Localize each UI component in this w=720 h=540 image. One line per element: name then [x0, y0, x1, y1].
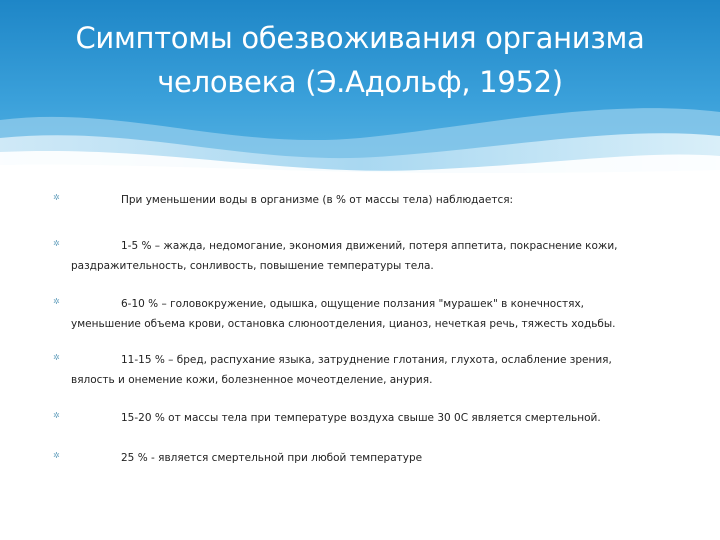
star-bullet-icon: ✲	[53, 239, 60, 248]
bullet-text-line: 11-15 % – бред, распухание языка, затруднение глотания, глухота, ослабление зрения,	[121, 354, 612, 366]
bullet-text-line: 1-5 % – жажда, недомогание, экономия движений, потеря аппетита, покраснение кожи,	[121, 240, 618, 252]
slide-title-line-1: Симптомы обезвоживания организма	[75, 21, 645, 55]
star-bullet-icon: ✲	[53, 297, 60, 306]
bullet-text-line: уменьшение объема крови, остановка слюноотделения, цианоз, нечеткая речь, тяжесть ходьбы.	[71, 318, 616, 330]
slide-content	[0, 190, 720, 530]
bullet-text-line: раздражительность, сонливость, повышение температуры тела.	[71, 260, 434, 272]
star-bullet-icon: ✲	[53, 451, 60, 460]
bullet-text-line: вялость и онемение кожи, болезненное мочеотделение, анурия.	[71, 374, 433, 386]
star-bullet-icon: ✲	[53, 411, 60, 420]
star-bullet-icon: ✲	[53, 193, 60, 202]
bullet-text-intro	[71, 190, 691, 210]
slide-title-line-2: человека (Э.Адольф, 1952)	[157, 65, 563, 99]
star-bullet-icon: ✲	[53, 353, 60, 362]
bullet-text-line: При уменьшении воды в организме (в % от массы тела) наблюдается:	[121, 194, 514, 206]
bullet-text-25-percent	[71, 448, 691, 468]
bullet-text-15-20-percent	[71, 408, 691, 428]
bullet-text-line: 6-10 % – головокружение, одышка, ощущение ползания "мурашек" в конечностях,	[121, 298, 584, 310]
slide-header	[0, 0, 720, 180]
bullet-text-6-10-percent	[71, 294, 691, 334]
bullet-text-1-5-percent	[71, 236, 691, 276]
bullet-text-line: 25 % - является смертельной при любой температуре	[121, 452, 423, 464]
bullet-text-11-15-percent	[71, 350, 691, 390]
bullet-text-line: 15-20 % от массы тела при температуре воздуха свыше 30 0С является смертельной.	[121, 412, 601, 424]
slide-title	[20, 16, 700, 104]
